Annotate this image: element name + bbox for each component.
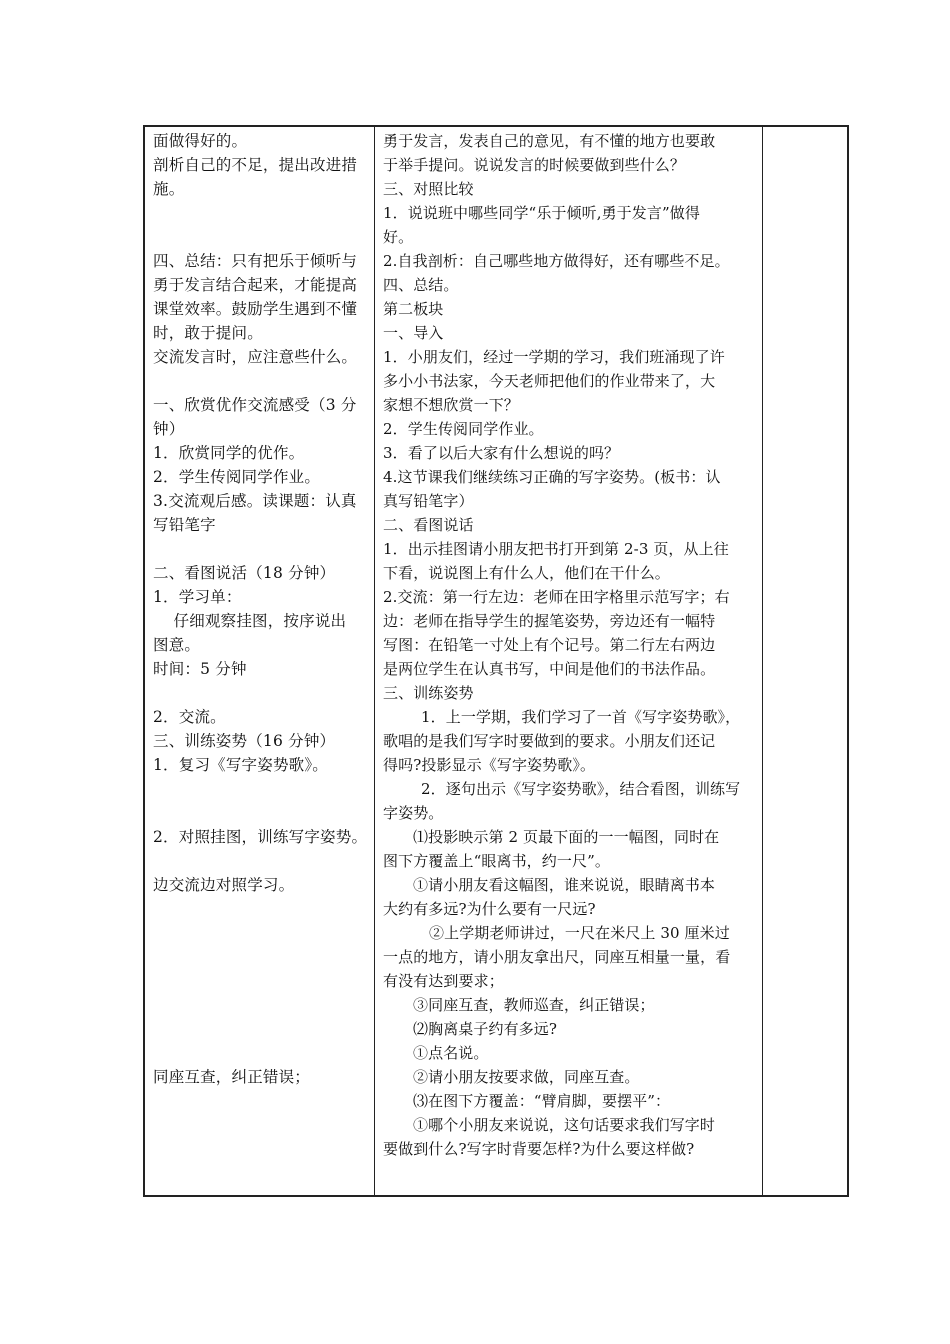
left-text-line: 边交流边对照学习。 xyxy=(153,876,295,894)
middle-text-line: 有没有达到要求； xyxy=(383,972,504,990)
middle-text-line: 一点的地方，请小朋友拿出尺，同座互相量一量，看 xyxy=(383,948,731,966)
lesson-plan-table xyxy=(143,125,849,1197)
middle-text-line: 3．看了以后大家有什么想说的吗？ xyxy=(383,444,620,462)
left-text-line xyxy=(153,201,368,225)
left-text-line xyxy=(153,537,368,561)
left-text-line xyxy=(153,681,368,705)
middle-text-line: 1．小朋友们，经过一学期的学习，我们班涌现了许 xyxy=(383,348,725,366)
left-text-line: 1．复习《写字姿势歌》。 xyxy=(153,756,329,774)
left-text-line: 3.交流观后感。读课题：认真 xyxy=(153,492,357,510)
left-text-line xyxy=(153,969,368,993)
middle-text-line: 三、训练姿势 xyxy=(383,684,474,702)
middle-text-line: 下看，说说图上有什么人，他们在干什么。 xyxy=(383,564,670,582)
left-text-line: 三、训练姿势（16 分钟） xyxy=(153,732,336,750)
middle-text-line: ②请小朋友按要求做，同座互查。 xyxy=(413,1068,640,1086)
middle-text-line: 2.交流：第一行左边：老师在田字格里示范写字；右 xyxy=(383,588,730,606)
middle-text-line: 字姿势。 xyxy=(383,804,444,822)
left-text-line xyxy=(153,801,368,825)
middle-text-line: 边：老师在指导学生的握笔姿势，旁边还有一幅特 xyxy=(383,612,716,630)
middle-text-line: 于举手提问。说说发言的时候要做到些什么？ xyxy=(383,156,686,174)
left-text-line xyxy=(153,945,368,969)
left-text-line: 钟） xyxy=(153,420,185,438)
left-text-line: 四、总结：只有把乐于倾听与 xyxy=(153,252,358,270)
left-text-line xyxy=(153,777,368,801)
left-text-line: 写铅笔字 xyxy=(153,516,216,534)
middle-text-line: 歌唱的是我们写字时要做到的要求。小朋友们还记 xyxy=(383,732,716,750)
middle-text-line: ②上学期老师讲过，一尺在米尺上 30 厘米过 xyxy=(429,924,730,942)
left-text-line: 图意。 xyxy=(153,636,201,654)
left-text-line xyxy=(153,369,368,393)
middle-text-line: 得吗?投影显示《写字姿势歌》。 xyxy=(383,756,596,774)
left-text-line xyxy=(153,1041,368,1065)
left-text-line xyxy=(153,921,368,945)
middle-text-line: 家想不想欣赏一下？ xyxy=(383,396,519,414)
left-text-line: 面做得好的。 xyxy=(153,132,248,150)
left-text-line: 2．交流。 xyxy=(153,708,226,726)
middle-text-line: 大约有多远?为什么要有一尺远? xyxy=(383,900,596,918)
left-text-line: 2．学生传阅同学作业。 xyxy=(153,468,321,486)
left-text-line xyxy=(153,225,368,249)
middle-text-line: 1．说说班中哪些同学“乐于倾听,勇于发言”做得 xyxy=(383,204,700,222)
middle-text-line: 勇于发言，发表自己的意见，有不懂的地方也要敢 xyxy=(383,132,716,150)
middle-text-line: 一、导入 xyxy=(383,324,444,342)
middle-text-line: 图下方覆盖上“眼离书，约一尺”。 xyxy=(383,852,610,870)
middle-text-line: 1．出示挂图请小朋友把书打开到第 2-3 页，从上往 xyxy=(383,540,729,558)
middle-text-line: 写图：在铅笔一寸处上有个记号。第二行左右两边 xyxy=(383,636,716,654)
left-text-line xyxy=(153,897,368,921)
middle-text-line: ①哪个小朋友来说说，这句话要求我们写字时 xyxy=(413,1116,716,1134)
left-text-line xyxy=(153,993,368,1017)
left-text-line: 勇于发言结合起来，才能提高 xyxy=(153,276,358,294)
left-text-line: 1．欣赏同学的优作。 xyxy=(153,444,305,462)
middle-text-line: ⑶在图下方覆盖：“臂肩脚，要摆平”： xyxy=(413,1092,671,1110)
middle-text-line: 2．逐句出示《写字姿势歌》，结合看图，训练写 xyxy=(421,780,741,798)
left-text-line: 剖析自己的不足，提出改进措 xyxy=(153,156,358,174)
left-text-line xyxy=(153,1017,368,1041)
middle-text-line: 4.这节课我们继续练习正确的写字姿势。(板书：认 xyxy=(383,468,721,486)
left-text-line: 2．对照挂图，训练写字姿势。 xyxy=(153,828,368,846)
left-text-line: 施。 xyxy=(153,180,185,198)
middle-text-line: ③同座互查，教师巡查，纠正错误； xyxy=(413,996,655,1014)
middle-text-line: 真写铅笔字） xyxy=(383,492,474,510)
middle-text-line: ⑴投影映示第 2 页最下面的一一幅图，同时在 xyxy=(413,828,720,846)
left-text-line: 二、看图说活（18 分钟） xyxy=(153,564,336,582)
left-text-line: 时间：5 分钟 xyxy=(153,660,247,678)
middle-text-line: 2.自我剖析：自己哪些地方做得好，还有哪些不足。 xyxy=(383,252,730,270)
middle-text-line: 二、看图说话 xyxy=(383,516,474,534)
middle-text-line: ①请小朋友看这幅图，谁来说说，眼睛离书本 xyxy=(413,876,716,894)
middle-text-line: 好。 xyxy=(383,228,414,246)
left-text-line: 1．学习单： xyxy=(153,588,242,606)
middle-text-line: ①点名说。 xyxy=(413,1044,489,1062)
middle-text-line: 2．学生传阅同学作业。 xyxy=(383,420,544,438)
left-text-line: 仔细观察挂图，按序说出 xyxy=(153,612,347,630)
left-text-line: 课堂效率。鼓励学生遇到不懂 xyxy=(153,300,358,318)
left-text-line: 同座互查，纠正错误； xyxy=(153,1068,311,1086)
middle-text-line: 1．上一学期，我们学习了一首《写字姿势歌》， xyxy=(421,708,741,726)
teaching-process-column xyxy=(375,127,763,1195)
left-text-line: 交流发言时，应注意些什么。 xyxy=(153,348,358,366)
middle-text-line: 三、对照比较 xyxy=(383,180,474,198)
left-text-line: 时，敢于提问。 xyxy=(153,324,263,342)
notes-column xyxy=(763,127,847,1195)
middle-text-line: 多小小书法家，今天老师把他们的作业带来了，大 xyxy=(383,372,716,390)
left-text-line xyxy=(153,849,368,873)
middle-text-line: 第二板块 xyxy=(383,300,444,318)
middle-text-line: 要做到什么?写字时背要怎样?为什么要这样做? xyxy=(383,1140,695,1158)
middle-text-line: 是两位学生在认真书写，中间是他们的书法作品。 xyxy=(383,660,716,678)
left-text-line: 一、欣赏优作交流感受（3 分 xyxy=(153,396,357,414)
middle-text-line: 四、总结。 xyxy=(383,276,459,294)
student-activity-column xyxy=(145,127,375,1195)
middle-text-line: ⑵胸离桌子约有多远? xyxy=(413,1020,558,1038)
